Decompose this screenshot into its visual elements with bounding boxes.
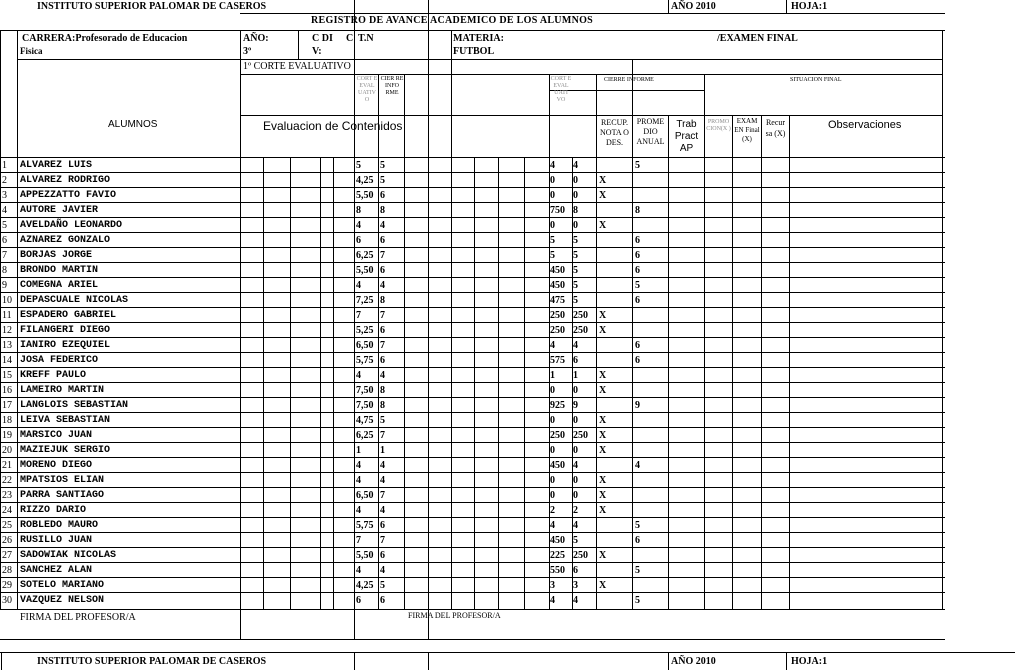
cierre-grade-2: 8 xyxy=(573,205,578,216)
promedio-value: 6 xyxy=(635,355,640,366)
promedio-value: 6 xyxy=(635,535,640,546)
student-name: MARSICO JUAN xyxy=(20,430,93,441)
recursa-header: Recur sa (X) xyxy=(765,118,786,138)
footer-institute-name: INSTITUTO SUPERIOR PALOMAR DE CASEROS xyxy=(37,656,267,667)
recup-mark: X xyxy=(599,370,607,381)
row-number: 16 xyxy=(2,385,12,396)
corte-grade-2: 250 xyxy=(550,310,565,321)
row-number: 26 xyxy=(2,535,12,546)
row-number: 15 xyxy=(2,370,12,381)
row-number: 7 xyxy=(2,250,7,261)
corte-grade: 8 xyxy=(356,205,361,216)
corte-grade-2: 450 xyxy=(550,280,565,291)
cierre-grade-2: 0 xyxy=(573,490,578,501)
corte-grade-2: 450 xyxy=(550,265,565,276)
student-name: BORJAS JORGE xyxy=(20,250,93,261)
recup-mark: X xyxy=(599,175,607,186)
corte-grade-2: 5 xyxy=(550,235,555,246)
footer-year-label: AÑO 2010 xyxy=(671,656,716,667)
cierre-grade-2: 0 xyxy=(573,475,578,486)
table-row xyxy=(0,188,945,203)
row-number: 6 xyxy=(2,235,7,246)
corte-grade-2: 250 xyxy=(550,430,565,441)
student-name: LAMEIRO MARTIN xyxy=(20,385,105,396)
cierre-grade: 6 xyxy=(380,550,385,561)
table-row xyxy=(0,278,945,293)
corte-grade-2: 2 xyxy=(550,505,555,516)
cdi-label: C DI xyxy=(312,33,333,44)
corte-grade: 7,50 xyxy=(356,400,374,411)
corte-grade: 7 xyxy=(356,535,361,546)
alumnos-header: ALUMNOS xyxy=(108,119,158,130)
table-row xyxy=(0,518,945,533)
student-name: MAZIEJUK SERGIO xyxy=(20,445,111,456)
row-number: 24 xyxy=(2,505,12,516)
corte-grade-2: 0 xyxy=(550,175,555,186)
student-name: FILANGERI DIEGO xyxy=(20,325,111,336)
corte-grade: 4 xyxy=(356,280,361,291)
corte-grade-2: 0 xyxy=(550,415,555,426)
corte-grade: 4,25 xyxy=(356,175,374,186)
student-name: LEIVA SEBASTIAN xyxy=(20,415,111,426)
row-number: 14 xyxy=(2,355,12,366)
corte-grade-2: 450 xyxy=(550,535,565,546)
student-name: COMEGNA ARIEL xyxy=(20,280,99,291)
cierre-grade-2: 5 xyxy=(573,535,578,546)
promocion-header: PROMO CION(X ) xyxy=(706,119,731,132)
student-name: KREFF PAULO xyxy=(20,370,87,381)
cierre-grade: 6 xyxy=(380,190,385,201)
cierre-grade-2: 250 xyxy=(573,325,588,336)
corte-grade: 5,50 xyxy=(356,190,374,201)
promedio-header: PROME DIO ANUAL xyxy=(636,117,665,146)
cierre-grade: 7 xyxy=(380,490,385,501)
recup-mark: X xyxy=(599,550,607,561)
cierre-grade-2: 4 xyxy=(573,460,578,471)
student-name: ALVAREZ RODRIGO xyxy=(20,175,111,186)
promedio-value: 5 xyxy=(635,280,640,291)
cierre-grade-2: 2 xyxy=(573,505,578,516)
cierre-grade-2: 5 xyxy=(573,295,578,306)
student-name: ESPADERO GABRIEL xyxy=(20,310,117,321)
corte-grade: 6 xyxy=(356,235,361,246)
promedio-value: 6 xyxy=(635,340,640,351)
table-row xyxy=(0,503,945,518)
cierre-grade-2: 250 xyxy=(573,550,588,561)
row-number: 17 xyxy=(2,400,12,411)
recup-mark: X xyxy=(599,415,607,426)
recup-mark: X xyxy=(599,385,607,396)
corte-grade-2: 750 xyxy=(550,205,565,216)
promedio-value: 6 xyxy=(635,235,640,246)
cierre-grade: 5 xyxy=(380,160,385,171)
recup-mark: X xyxy=(599,490,607,501)
promedio-value: 8 xyxy=(635,205,640,216)
row-number: 11 xyxy=(2,310,12,321)
corte-grade: 4 xyxy=(356,475,361,486)
cierre-grade: 7 xyxy=(380,340,385,351)
corte-grade-2: 1 xyxy=(550,370,555,381)
corte-grade: 5 xyxy=(356,160,361,171)
cierre-grade-2: 1 xyxy=(573,370,578,381)
corte-grade: 6,50 xyxy=(356,340,374,351)
table-row xyxy=(0,413,945,428)
corte-grade: 7 xyxy=(356,310,361,321)
cierre-grade: 4 xyxy=(380,475,385,486)
student-name: ROBLEDO MAURO xyxy=(20,520,99,531)
recup-mark: X xyxy=(599,190,607,201)
cierre-grade-2: 250 xyxy=(573,430,588,441)
student-name: AZNAREZ GONZALO xyxy=(20,235,111,246)
corte-grade: 1 xyxy=(356,445,361,456)
table-row xyxy=(0,563,945,578)
sheet-label: HOJA:1 xyxy=(791,1,828,12)
corte-grade: 6,25 xyxy=(356,250,374,261)
row-number: 13 xyxy=(2,340,12,351)
cierre-grade-2: 9 xyxy=(573,400,578,411)
cierre-grade: 8 xyxy=(380,205,385,216)
table-row xyxy=(0,533,945,548)
cierre-informe-header-a: CIER RE INFO RME xyxy=(380,76,404,96)
materia-value: FUTBOL xyxy=(453,46,495,57)
observaciones-header: Observaciones xyxy=(828,119,902,131)
recup-mark: X xyxy=(599,505,607,516)
cierre-grade-2: 0 xyxy=(573,175,578,186)
cierre-grade-2: 3 xyxy=(573,580,578,591)
corte-grade-2: 225 xyxy=(550,550,565,561)
anio-label: AÑO: xyxy=(243,33,269,44)
student-name: SANCHEZ ALAN xyxy=(20,565,93,576)
student-name: SOTELO MARIANO xyxy=(20,580,105,591)
row-number: 8 xyxy=(2,265,7,276)
corte-grade-2: 575 xyxy=(550,355,565,366)
row-number: 12 xyxy=(2,325,12,336)
row-number: 21 xyxy=(2,460,12,471)
row-number: 29 xyxy=(2,580,12,591)
corte-grade-2: 4 xyxy=(550,340,555,351)
row-number: 22 xyxy=(2,475,12,486)
student-name: MORENO DIEGO xyxy=(20,460,93,471)
cierre-grade: 6 xyxy=(380,520,385,531)
cierre-grade-2: 5 xyxy=(573,280,578,291)
cierre-grade: 6 xyxy=(380,265,385,276)
table-row xyxy=(0,248,945,263)
row-number: 19 xyxy=(2,430,12,441)
cierre-grade: 6 xyxy=(380,355,385,366)
corte-grade-2: 0 xyxy=(550,220,555,231)
corte-grade: 4 xyxy=(356,505,361,516)
corte-grade-2: 4 xyxy=(550,160,555,171)
cierre-grade-2: 6 xyxy=(573,355,578,366)
cierre-grade: 8 xyxy=(380,400,385,411)
student-name: SADOWIAK NICOLAS xyxy=(20,550,117,561)
row-number: 18 xyxy=(2,415,12,426)
student-name: MPATSIOS ELIAN xyxy=(20,475,105,486)
institute-name: INSTITUTO SUPERIOR PALOMAR DE CASEROS xyxy=(37,1,267,12)
cierre-grade: 6 xyxy=(380,325,385,336)
carrera-line2: Fisica xyxy=(20,46,43,56)
corte-grade: 4,75 xyxy=(356,415,374,426)
corte-evaluativo-header-a: CORT E EVAL UATIV O xyxy=(356,76,378,103)
cierre-grade-2: 0 xyxy=(573,445,578,456)
corte-grade-2: 0 xyxy=(550,490,555,501)
cierre-grade: 7 xyxy=(380,430,385,441)
cierre-grade: 5 xyxy=(380,175,385,186)
row-number: 5 xyxy=(2,220,7,231)
corte-grade: 5,75 xyxy=(356,520,374,531)
student-name: RUSILLO JUAN xyxy=(20,535,93,546)
situacion-final-header: SITUACION FINAL xyxy=(790,77,842,83)
carrera-label: CARRERA:Profesorado de Educacion xyxy=(22,33,188,44)
cdi-v-label: V: xyxy=(312,46,322,57)
table-row xyxy=(0,173,945,188)
table-row xyxy=(0,353,945,368)
row-number: 28 xyxy=(2,565,12,576)
year-label: AÑO 2010 xyxy=(671,1,716,12)
student-name: APPEZZATTO FAVIO xyxy=(20,190,117,201)
row-number: 3 xyxy=(2,190,7,201)
cierre-grade: 4 xyxy=(380,460,385,471)
promedio-value: 6 xyxy=(635,250,640,261)
corte-grade: 5,50 xyxy=(356,265,374,276)
corte-grade: 4 xyxy=(356,370,361,381)
cierre-grade: 5 xyxy=(380,580,385,591)
tn-label: T.N xyxy=(358,33,374,44)
corte-evaluativo-label: 1º CORTE EVALUATIVO xyxy=(243,61,351,72)
row-number: 23 xyxy=(2,490,12,501)
cierre-grade-2: 4 xyxy=(573,340,578,351)
recup-mark: X xyxy=(599,325,607,336)
corte-evaluativo-header-b: CORT E EVAL UATI VO xyxy=(550,76,572,103)
corte-grade: 4 xyxy=(356,460,361,471)
footer-sheet-label: HOJA:1 xyxy=(791,656,828,667)
row-number: 4 xyxy=(2,205,7,216)
cierre-grade: 4 xyxy=(380,220,385,231)
recup-header: RECUP. NOTA O DES. xyxy=(600,118,629,147)
table-row xyxy=(0,548,945,563)
recup-mark: X xyxy=(599,580,607,591)
table-row xyxy=(0,578,945,593)
table-row xyxy=(0,308,945,323)
cierre-grade: 4 xyxy=(380,370,385,381)
row-number: 9 xyxy=(2,280,7,291)
trab-pract-header: Trab Pract AP xyxy=(674,119,699,154)
cierre-grade-2: 4 xyxy=(573,160,578,171)
cierre-grade-2: 0 xyxy=(573,220,578,231)
cierre-grade-2: 250 xyxy=(573,310,588,321)
student-name: ALVAREZ LUIS xyxy=(20,160,93,171)
student-name: BRONDO MARTIN xyxy=(20,265,99,276)
table-row xyxy=(0,338,945,353)
corte-grade: 5,75 xyxy=(356,355,374,366)
row-number: 2 xyxy=(2,175,7,186)
corte-grade: 4 xyxy=(356,220,361,231)
c-label: C xyxy=(346,33,354,44)
evaluacion-header: Evaluacion de Contenidos xyxy=(263,119,403,133)
row-number: 30 xyxy=(2,595,12,606)
corte-grade-2: 0 xyxy=(550,475,555,486)
corte-grade: 7,25 xyxy=(356,295,374,306)
cierre-grade: 1 xyxy=(380,445,385,456)
table-row xyxy=(0,218,945,233)
promedio-value: 5 xyxy=(635,520,640,531)
firma-profesor-a: FIRMA DEL PROFESOR/A xyxy=(20,612,136,623)
student-name: JOSA FEDERICO xyxy=(20,355,99,366)
row-number: 10 xyxy=(2,295,12,306)
table-row xyxy=(0,158,945,173)
cierre-grade: 6 xyxy=(380,595,385,606)
row-number: 20 xyxy=(2,445,12,456)
cierre-informe-header-b: CIERRE INFORME xyxy=(604,77,654,83)
recup-mark: X xyxy=(599,445,607,456)
table-row xyxy=(0,263,945,278)
promedio-value: 6 xyxy=(635,265,640,276)
promedio-value: 5 xyxy=(635,595,640,606)
table-row xyxy=(0,233,945,248)
corte-grade-2: 4 xyxy=(550,520,555,531)
recup-mark: X xyxy=(599,430,607,441)
row-number: 27 xyxy=(2,550,12,561)
cierre-grade: 8 xyxy=(380,295,385,306)
table-row xyxy=(0,443,945,458)
cierre-grade: 4 xyxy=(380,565,385,576)
cierre-grade: 8 xyxy=(380,385,385,396)
promedio-value: 5 xyxy=(635,565,640,576)
cierre-grade-2: 0 xyxy=(573,385,578,396)
row-number: 25 xyxy=(2,520,12,531)
table-row xyxy=(0,398,945,413)
corte-grade-2: 550 xyxy=(550,565,565,576)
cierre-grade: 7 xyxy=(380,310,385,321)
table-row xyxy=(0,203,945,218)
student-name: VAZQUEZ NELSON xyxy=(20,595,105,606)
materia-label: MATERIA: xyxy=(453,33,504,44)
student-name: AUTORE JAVIER xyxy=(20,205,99,216)
table-row xyxy=(0,488,945,503)
student-name: RIZZO DARIO xyxy=(20,505,87,516)
corte-grade: 6,50 xyxy=(356,490,374,501)
promedio-value: 5 xyxy=(635,160,640,171)
cierre-grade-2: 4 xyxy=(573,520,578,531)
student-name: PARRA SANTIAGO xyxy=(20,490,105,501)
cierre-grade: 5 xyxy=(380,415,385,426)
table-row xyxy=(0,293,945,308)
document-title: REGISTRO DE AVANCE ACADEMICO DE LOS ALUMNOS xyxy=(311,15,594,26)
cierre-grade-2: 0 xyxy=(573,415,578,426)
student-name: AVELDAÑO LEONARDO xyxy=(20,220,123,231)
table-row xyxy=(0,458,945,473)
corte-grade: 4 xyxy=(356,565,361,576)
table-row xyxy=(0,323,945,338)
student-name: IANIRO EZEQUIEL xyxy=(20,340,111,351)
table-row xyxy=(0,368,945,383)
table-row xyxy=(0,428,945,443)
corte-grade-2: 450 xyxy=(550,460,565,471)
cierre-grade: 7 xyxy=(380,250,385,261)
corte-grade-2: 475 xyxy=(550,295,565,306)
corte-grade: 6 xyxy=(356,595,361,606)
anio-value: 3º xyxy=(243,46,252,57)
corte-grade-2: 0 xyxy=(550,190,555,201)
corte-grade-2: 5 xyxy=(550,250,555,261)
cierre-grade: 4 xyxy=(380,280,385,291)
table-row xyxy=(0,473,945,488)
cierre-grade: 6 xyxy=(380,235,385,246)
corte-grade-2: 0 xyxy=(550,385,555,396)
cierre-grade-2: 5 xyxy=(573,265,578,276)
cierre-grade-2: 0 xyxy=(573,190,578,201)
corte-grade-2: 925 xyxy=(550,400,565,411)
corte-grade: 6,25 xyxy=(356,430,374,441)
table-row xyxy=(0,383,945,398)
corte-grade-2: 3 xyxy=(550,580,555,591)
cierre-grade: 7 xyxy=(380,535,385,546)
corte-grade: 7,50 xyxy=(356,385,374,396)
examen-final-header: EXAM EN Final (X) xyxy=(734,117,760,143)
firma-profesor-b: FIRMA DEL PROFESOR/A xyxy=(408,611,501,620)
student-name: LANGLOIS SEBASTIAN xyxy=(20,400,129,411)
corte-grade-2: 4 xyxy=(550,595,555,606)
corte-grade: 4,25 xyxy=(356,580,374,591)
recup-mark: X xyxy=(599,310,607,321)
cierre-grade: 4 xyxy=(380,505,385,516)
corte-grade-2: 250 xyxy=(550,325,565,336)
row-number: 1 xyxy=(2,160,7,171)
promedio-value: 4 xyxy=(635,460,640,471)
promedio-value: 9 xyxy=(635,400,640,411)
table-row xyxy=(0,593,945,608)
cierre-grade-2: 6 xyxy=(573,565,578,576)
cierre-grade-2: 5 xyxy=(573,235,578,246)
student-name: DEPASCUALE NICOLAS xyxy=(20,295,129,306)
promedio-value: 6 xyxy=(635,295,640,306)
cierre-grade-2: 4 xyxy=(573,595,578,606)
corte-grade: 5,25 xyxy=(356,325,374,336)
examen-final-label: /EXAMEN FINAL xyxy=(717,33,798,44)
corte-grade: 5,50 xyxy=(356,550,374,561)
corte-grade-2: 0 xyxy=(550,445,555,456)
recup-mark: X xyxy=(599,220,607,231)
recup-mark: X xyxy=(599,475,607,486)
cierre-grade-2: 5 xyxy=(573,250,578,261)
